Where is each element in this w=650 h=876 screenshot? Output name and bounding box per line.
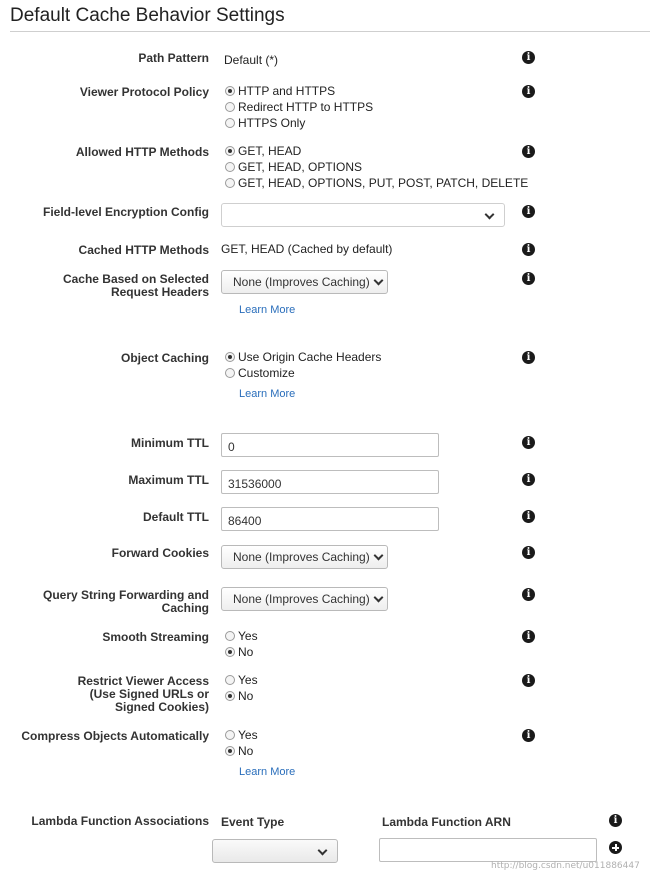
radio-label: GET, HEAD, OPTIONS, PUT, POST, PATCH, DELETE xyxy=(238,176,529,190)
compress-radio-group xyxy=(225,727,258,759)
max-ttl-input[interactable]: 31536000 xyxy=(221,470,439,494)
radio-label: Customize xyxy=(238,366,295,380)
default-ttl-input[interactable]: 86400 xyxy=(221,507,439,531)
min-ttl-input[interactable]: 0 xyxy=(221,433,439,457)
info-icon[interactable]: i xyxy=(522,546,535,559)
info-icon[interactable]: i xyxy=(522,145,535,158)
chevron-down-icon xyxy=(485,210,495,220)
learn-more-link[interactable]: Learn More xyxy=(239,766,296,778)
info-icon[interactable]: i xyxy=(522,674,535,687)
min-ttl-label: Minimum TTL xyxy=(131,436,209,450)
dropdown-value: None (Improves Caching) xyxy=(233,275,370,289)
label-line: Query String Forwarding and xyxy=(42,588,209,602)
radio-button[interactable] xyxy=(225,730,235,740)
info-icon[interactable]: i xyxy=(522,51,535,64)
radio-button[interactable] xyxy=(225,368,235,378)
radio-option[interactable] xyxy=(225,159,528,175)
event-type-header: Event Type xyxy=(221,815,285,829)
dropdown-value: None (Improves Caching) xyxy=(233,550,370,564)
lambda-associations-label: Lambda Function Associations xyxy=(31,814,209,828)
compress-label: Compress Objects Automatically xyxy=(21,729,209,743)
allowed-methods-label: Allowed HTTP Methods xyxy=(75,145,209,159)
radio-label: Yes xyxy=(238,728,258,742)
label-line: Signed Cookies) xyxy=(114,700,209,714)
info-icon[interactable]: i xyxy=(522,85,535,98)
page-title: Default Cache Behavior Settings xyxy=(10,5,285,26)
info-icon[interactable]: i xyxy=(522,630,535,643)
radio-option[interactable] xyxy=(225,628,258,644)
cached-methods-value: GET, HEAD (Cached by default) xyxy=(221,242,393,256)
path-pattern-label: Path Pattern xyxy=(138,51,209,65)
radio-option[interactable] xyxy=(225,99,373,115)
radio-button[interactable] xyxy=(225,146,235,156)
label-line: Restrict Viewer Access xyxy=(77,674,209,688)
watermark-text: http://blog.csdn.net/u011886447 xyxy=(491,861,640,871)
label-line: Caching xyxy=(161,601,209,615)
radio-button[interactable] xyxy=(225,86,235,96)
lambda-arn-input[interactable] xyxy=(379,838,597,862)
field-encryption-label: Field-level Encryption Config xyxy=(42,205,209,219)
restrict-access-radio-group xyxy=(225,672,258,704)
radio-label: Use Origin Cache Headers xyxy=(238,350,382,364)
forward-cookies-label: Forward Cookies xyxy=(111,546,209,560)
chevron-down-icon xyxy=(318,846,328,856)
viewer-protocol-label: Viewer Protocol Policy xyxy=(79,85,209,99)
info-icon[interactable]: i xyxy=(522,588,535,601)
radio-label: GET, HEAD, OPTIONS xyxy=(238,160,363,174)
query-string-dropdown[interactable] xyxy=(221,587,388,611)
info-icon[interactable]: i xyxy=(522,243,535,256)
object-caching-label: Object Caching xyxy=(120,351,209,365)
radio-option[interactable] xyxy=(225,175,528,191)
learn-more-link[interactable]: Learn More xyxy=(239,304,296,316)
info-icon[interactable]: i xyxy=(609,814,622,827)
field-encryption-select[interactable] xyxy=(221,203,505,227)
chevron-down-icon xyxy=(373,275,383,285)
chevron-down-icon xyxy=(373,592,383,602)
radio-label: No xyxy=(238,645,254,659)
radio-button[interactable] xyxy=(225,162,235,172)
radio-button[interactable] xyxy=(225,102,235,112)
allowed-methods-radio-group xyxy=(225,143,528,191)
radio-label: Yes xyxy=(238,629,258,643)
restrict-access-label xyxy=(78,675,209,714)
radio-label: Yes xyxy=(238,673,258,687)
info-icon[interactable]: i xyxy=(522,351,535,364)
label-line: Request Headers xyxy=(110,285,209,299)
smooth-streaming-radio-group xyxy=(225,628,258,660)
info-icon[interactable]: i xyxy=(522,205,535,218)
info-icon[interactable]: i xyxy=(522,473,535,486)
radio-button[interactable] xyxy=(225,118,235,128)
info-icon[interactable]: i xyxy=(522,436,535,449)
learn-more-link[interactable]: Learn More xyxy=(239,388,296,400)
info-icon[interactable]: i xyxy=(522,510,535,523)
radio-button[interactable] xyxy=(225,647,235,657)
label-line: Cache Based on Selected xyxy=(62,272,209,286)
cache-headers-label xyxy=(63,273,209,299)
radio-label: No xyxy=(238,689,254,703)
radio-label: GET, HEAD xyxy=(238,144,302,158)
radio-button[interactable] xyxy=(225,746,235,756)
chevron-down-icon xyxy=(373,550,383,560)
info-icon[interactable]: i xyxy=(522,729,535,742)
radio-option[interactable] xyxy=(225,644,258,660)
radio-option[interactable] xyxy=(225,115,373,131)
cache-headers-dropdown[interactable] xyxy=(221,270,388,294)
radio-button[interactable] xyxy=(225,178,235,188)
plus-circle-icon[interactable] xyxy=(609,841,622,854)
info-icon[interactable]: i xyxy=(522,272,535,285)
radio-button[interactable] xyxy=(225,352,235,362)
radio-label: No xyxy=(238,744,254,758)
radio-option[interactable] xyxy=(225,365,381,381)
object-caching-radio-group xyxy=(225,349,381,381)
event-type-select[interactable] xyxy=(212,839,338,863)
query-string-label xyxy=(43,589,209,615)
radio-button[interactable] xyxy=(225,675,235,685)
label-line: (Use Signed URLs or xyxy=(89,687,209,701)
radio-option[interactable] xyxy=(225,349,381,365)
radio-button[interactable] xyxy=(225,631,235,641)
radio-label: HTTPS Only xyxy=(238,116,306,130)
forward-cookies-dropdown[interactable] xyxy=(221,545,388,569)
path-pattern-value: Default (*) xyxy=(224,53,279,67)
lambda-arn-header: Lambda Function ARN xyxy=(382,815,511,829)
radio-label: HTTP and HTTPS xyxy=(238,84,336,98)
radio-option[interactable] xyxy=(225,672,258,688)
cached-methods-label: Cached HTTP Methods xyxy=(78,243,209,257)
dropdown-value: None (Improves Caching) xyxy=(233,592,370,606)
radio-option[interactable] xyxy=(225,83,373,99)
default-ttl-label: Default TTL xyxy=(143,510,209,524)
radio-option[interactable] xyxy=(225,143,528,159)
radio-button[interactable] xyxy=(225,691,235,701)
radio-option[interactable] xyxy=(225,688,258,704)
radio-label: Redirect HTTP to HTTPS xyxy=(238,100,374,114)
smooth-streaming-label: Smooth Streaming xyxy=(102,630,209,644)
viewer-protocol-radio-group xyxy=(225,83,373,131)
radio-option[interactable] xyxy=(225,743,258,759)
title-divider xyxy=(10,31,650,32)
radio-option[interactable] xyxy=(225,727,258,743)
max-ttl-label: Maximum TTL xyxy=(128,473,209,487)
